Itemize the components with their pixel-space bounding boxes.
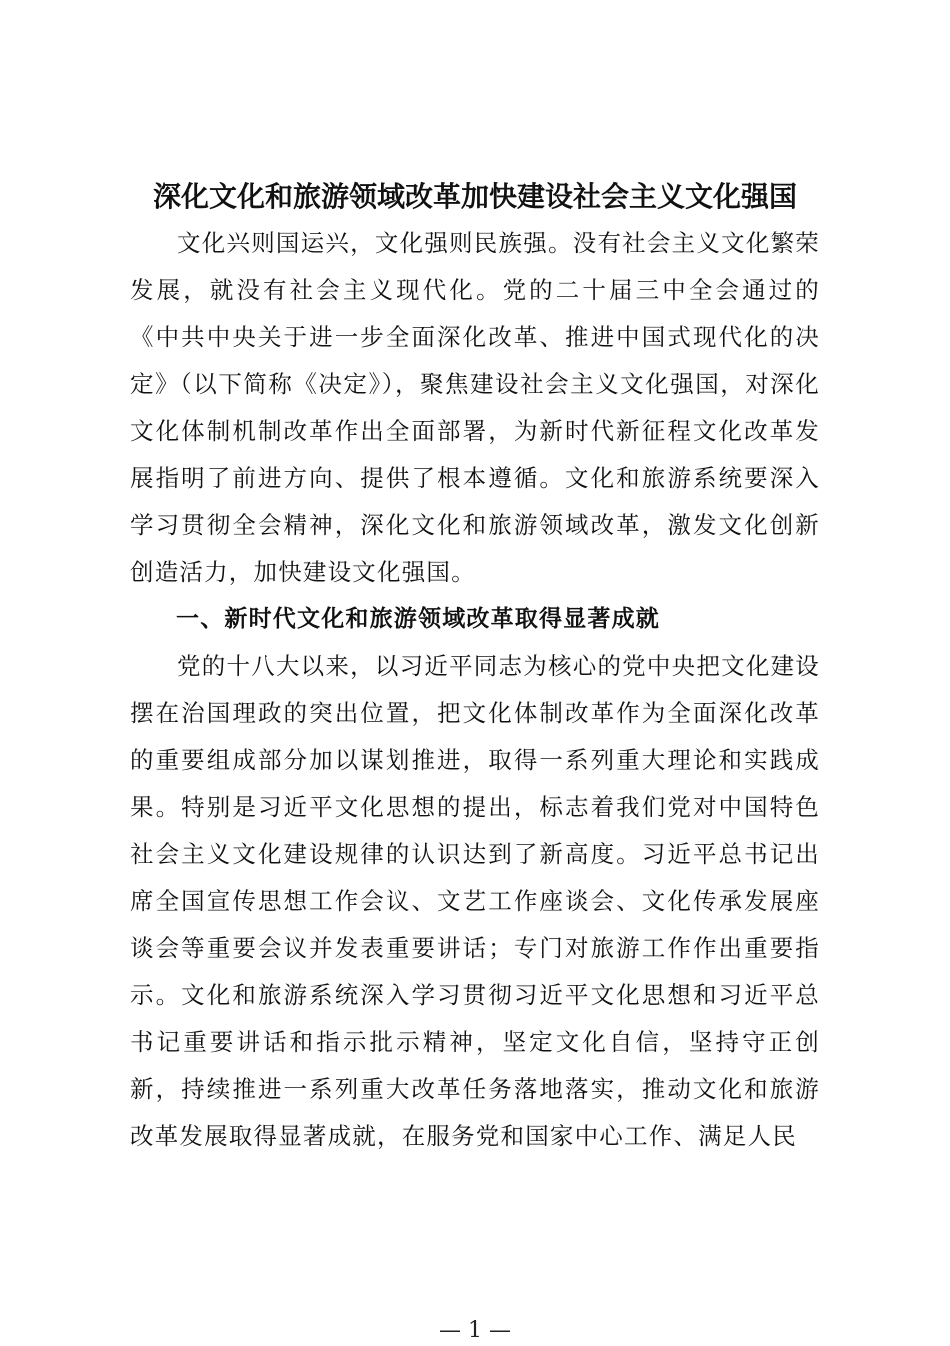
intro-paragraph: 文化兴则国运兴，文化强则民族强。没有社会主义文化繁荣发展，就没有社会主义现代化。党的二十届三中全会通过的《中共中央关于进一步全面深化改革、推进中国式现代化的决定》（以下简称《决定》），聚焦建设社会主义文化强国，对深化文化体制机制改革作出全面部署，为新时代新征程文化改革发展指明了前进方向、提供了根本遵循。文化和旅游系统要深入学习贯彻全会精神，深化文化和旅游领域改革，激发文化创新创造活力，加快建设文化强国。 [130, 229, 820, 586]
document-body [130, 220, 820, 1160]
page-number: — 1 — [439, 1318, 511, 1343]
section-1-paragraph: 党的十八大以来，以习近平同志为核心的党中央把文化建设摆在治国理政的突出位置，把文化体制改革作为全面深化改革的重要组成部分加以谋划推进，取得一系列重大理论和实践成果。特别是习近平文化思想的提出，标志着我们党对中国特色社会主义文化建设规律的认识达到了新高度。习近平总书记出席全国宣传思想工作会议、文艺工作座谈会、文化传承发展座谈会等重要会议并发表重要讲话；专门对旅游工作作出重要指示。文化和旅游系统深入学习贯彻习近平文化思想和习近平总书记重要讲话和指示批示精神，坚定文化自信，坚持守正创新，持续推进一系列重大改革任务落地落实，推动文化和旅游改革发展取得显著成就，在服务党和国家中心工作、满足人民 [130, 652, 820, 1150]
section-heading-1: 一、新时代文化和旅游领域改革取得显著成就 [176, 606, 660, 632]
document-title: 深化文化和旅游领域改革加快建设社会主义文化强国 [152, 180, 797, 213]
